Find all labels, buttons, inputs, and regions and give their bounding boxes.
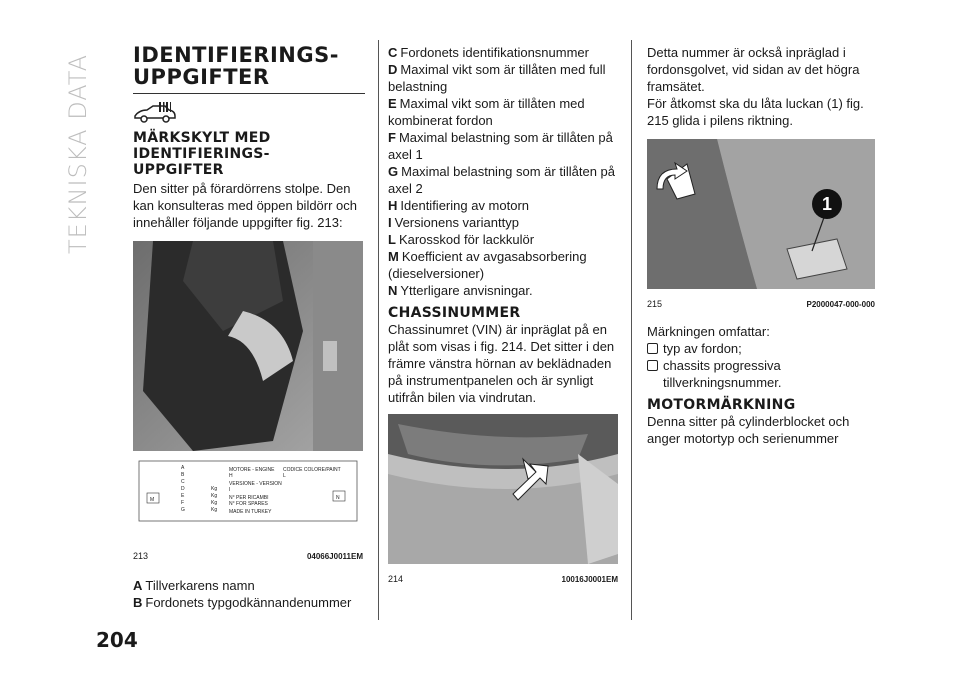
- list-item: [388, 197, 620, 214]
- item-list: [388, 44, 620, 299]
- item-letter: M: [388, 249, 399, 264]
- plate-version: VERSIONE - VERSION: [229, 481, 282, 487]
- item-text: Tillverkarens namn: [145, 578, 255, 593]
- item-letter: E: [388, 96, 397, 111]
- item-text: Maximal vikt som är tillåten med kombinerat fordon: [388, 96, 585, 128]
- plate-spares: N° FOR SPARES: [229, 501, 268, 507]
- floor-cover-image: [647, 139, 875, 289]
- figure-214: [388, 414, 618, 588]
- figure-number: 213: [133, 551, 149, 561]
- section-title-line: UPPGIFTER: [133, 65, 270, 89]
- item-text: Fordonets typgodkännandenummer: [145, 595, 352, 610]
- subsection-title-line: UPPGIFTER: [133, 162, 224, 178]
- column-3: [647, 44, 877, 447]
- windscreen-vin-image: [388, 414, 618, 564]
- plate-letter: G: [181, 507, 185, 513]
- item-letter: G: [388, 164, 399, 179]
- plate-label-n: N: [336, 495, 340, 501]
- item-text: Versionens varianttyp: [394, 215, 519, 230]
- plate-l: L: [283, 473, 286, 479]
- list-item: [388, 44, 620, 61]
- item-letter: B: [133, 595, 143, 610]
- plate-unit: Kg: [211, 507, 218, 513]
- plate-letter: A: [181, 465, 185, 471]
- chassis-paragraph: Chassinumret (VIN) är inpräglat på en plåt som visas i fig. 214. Det sitter i den främre vänstra hörnan av beklädnaden på instrumentpanelen och är synligt utifrån bilen via vindrutan.: [388, 322, 615, 405]
- item-letter: N: [388, 283, 398, 298]
- figure-caption: [133, 548, 363, 565]
- bullet-item: [647, 357, 877, 391]
- list-item: [388, 214, 620, 231]
- plate-made-in: MADE IN TURKEY: [229, 509, 272, 515]
- list-intro: Märkningen omfattar:: [647, 324, 770, 339]
- item-letter: D: [388, 62, 398, 77]
- figure-number: 215: [647, 299, 663, 309]
- engine-paragraph: Denna sitter på cylinderblocket och anger motortyp och serienummer: [647, 414, 850, 446]
- column-divider: [631, 40, 632, 620]
- intro-paragraph: Den sitter på förardörrens stolpe. Den kan konsulteras med öppen bildörr och innehåller följande uppgifter fig. 213:: [133, 181, 358, 230]
- section-title: [133, 44, 365, 88]
- section-title-line: IDENTIFIERINGS-: [133, 43, 339, 67]
- figure-215: [647, 139, 875, 313]
- item-letter: L: [388, 232, 396, 247]
- plate-paint-code: CODICE COLORE/PAINT: [283, 467, 341, 473]
- list-item: [388, 282, 620, 299]
- subsection-title: [133, 130, 365, 178]
- plate-letter: B: [181, 472, 185, 478]
- item-text: Fordonets identifikationsnummer: [400, 45, 589, 60]
- section-tab-label: TEKNISKA DATA: [64, 53, 92, 254]
- list-item: [388, 248, 620, 282]
- item-text: Karosskod för lackkulör: [398, 232, 535, 247]
- checkbox-bullet-icon: [647, 360, 658, 371]
- item-text: Koefficient av avgasabsorbering (dieselversioner): [388, 249, 587, 281]
- car-identification-icon: [133, 102, 365, 128]
- checkbox-bullet-icon: [647, 343, 658, 354]
- floor-paragraph: Detta nummer är också inpräglad i fordonsgolvet, vid sidan av det högra framsätet.: [647, 45, 860, 94]
- list-item: [133, 577, 365, 594]
- list-item: [388, 129, 620, 163]
- figure-number: 214: [388, 574, 404, 584]
- plate-ricambi: N° PER RICAMBI: [229, 495, 269, 501]
- figure-213: [133, 241, 363, 565]
- section-tab: [64, 44, 104, 254]
- plate-letter: C: [181, 479, 185, 485]
- plate-label-m: M: [150, 497, 155, 503]
- title-rule: [133, 93, 365, 94]
- item-text: Ytterligare anvisningar.: [400, 283, 533, 298]
- access-paragraph: För åtkomst ska du låta luckan (1) fig. 215 glida i pilens riktning.: [647, 96, 864, 128]
- plate-i: I: [229, 487, 231, 493]
- bullet-text: typ av fordon;: [663, 341, 742, 356]
- plate-letter: D: [181, 486, 185, 492]
- item-list: [133, 577, 365, 611]
- plate-unit: Kg: [211, 486, 218, 492]
- subsection-title-line: MÄRKSKYLT MED: [133, 130, 271, 146]
- figure-code: P2000047-000-000: [806, 300, 875, 309]
- item-text: Identifiering av motorn: [400, 198, 530, 213]
- bullet-list: [647, 340, 877, 391]
- column-2: [388, 44, 620, 588]
- item-letter: H: [388, 198, 398, 213]
- figure-code: 04066J0011EM: [306, 552, 363, 561]
- item-text: Maximal belastning som är tillåten på axel 2: [388, 164, 616, 196]
- item-text: Maximal vikt som är tillåten med full belastning: [388, 62, 606, 94]
- subsection-title-line: IDENTIFIERINGS-: [133, 146, 270, 162]
- item-letter: A: [133, 578, 143, 593]
- list-item: [388, 163, 620, 197]
- bullet-text: chassits progressiva tillverkningsnummer.: [663, 358, 782, 390]
- list-item: [388, 61, 620, 95]
- item-letter: C: [388, 45, 398, 60]
- column-divider: [378, 40, 379, 620]
- column-1: [133, 44, 365, 611]
- plate-motor: MOTORE - ENGINE: [229, 467, 275, 473]
- plate-letter: F: [181, 500, 185, 506]
- door-pillar-image: [133, 241, 363, 541]
- item-letter: F: [388, 130, 396, 145]
- list-item: [388, 231, 620, 248]
- plate-letter: E: [181, 493, 185, 499]
- plate-h: H: [229, 473, 233, 479]
- callout-badge: 1: [812, 189, 842, 219]
- plate-unit: Kg: [211, 500, 218, 506]
- bullet-item: [647, 340, 877, 357]
- figure-caption: [647, 296, 875, 313]
- chassis-heading: CHASSINUMMER: [388, 305, 521, 321]
- list-item: [133, 594, 365, 611]
- item-text: Maximal belastning som är tillåten på axel 1: [388, 130, 613, 162]
- item-letter: I: [388, 215, 392, 230]
- page-number: 204: [96, 628, 138, 652]
- plate-unit: Kg: [211, 493, 218, 499]
- engine-heading: MOTORMÄRKNING: [647, 397, 796, 413]
- figure-code: 10016J0001EM: [561, 575, 618, 584]
- list-item: [388, 95, 620, 129]
- figure-caption: [388, 571, 618, 588]
